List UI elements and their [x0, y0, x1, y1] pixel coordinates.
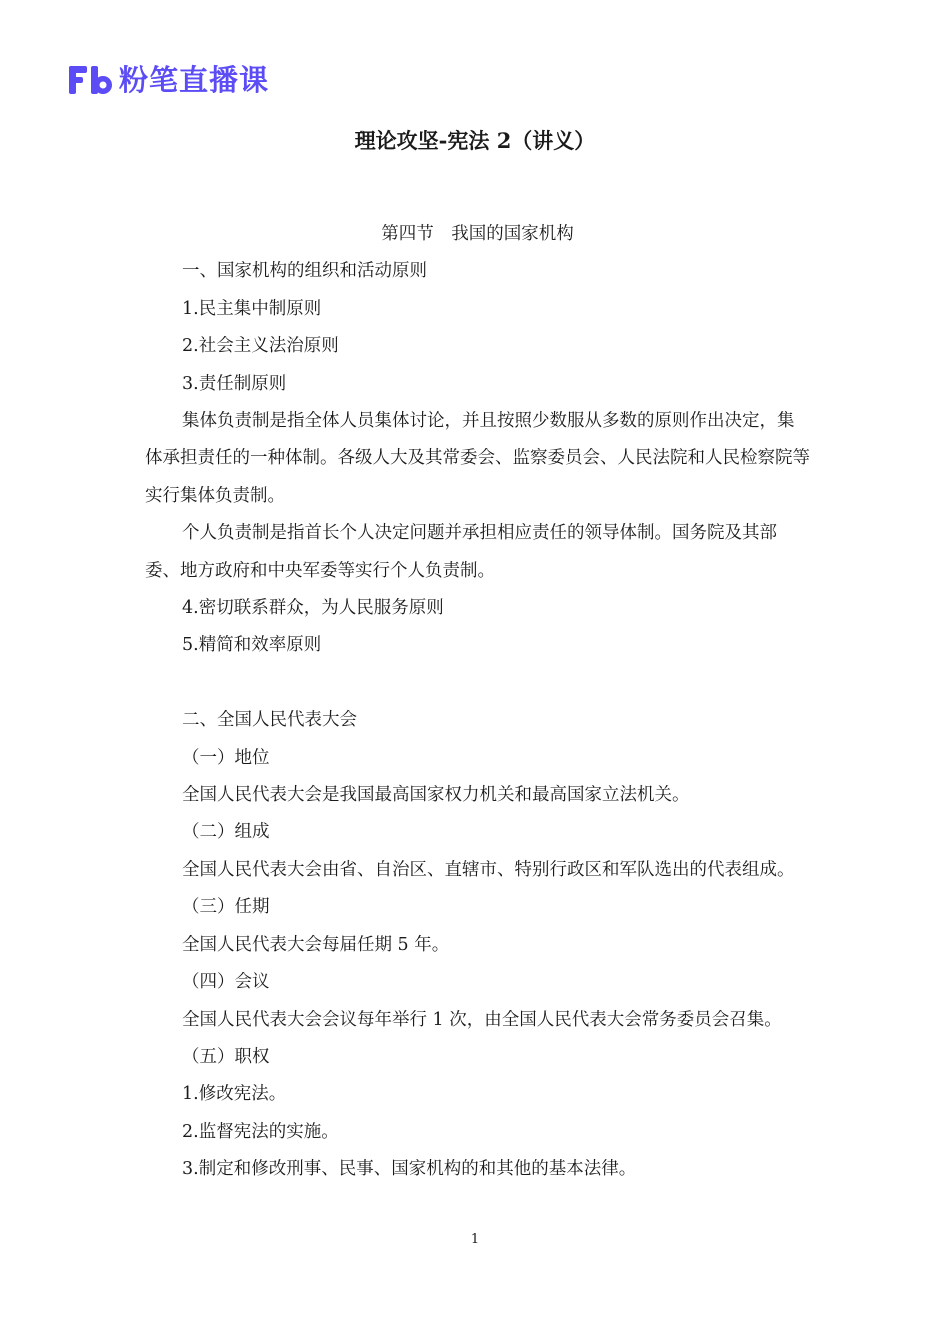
- list-item: 2.监督宪法的实施。: [182, 1121, 339, 1142]
- page-number: 1: [470, 1232, 480, 1247]
- list-item: 5.精简和效率原则: [182, 635, 322, 656]
- item-heading: （四）会议: [182, 972, 270, 993]
- body-paragraph: 集体负责制是指全体人员集体讨论，并且按照少数服从多数的原则作出决定，集体承担责任的一种体制。各级人大及其常委会、监察委员会、人民法院和人民检察院等实行集体负责制。: [145, 411, 810, 506]
- body-paragraph: 全国人民代表大会是我国最高国家权力机关和最高国家立法机关。: [182, 785, 690, 806]
- list-item: 1.民主集中制原则: [182, 298, 322, 319]
- list-item: 2.社会主义法治原则: [182, 336, 339, 357]
- fb-logo-icon: [67, 63, 115, 97]
- subsection-heading: 一、国家机构的组织和活动原则: [182, 261, 427, 282]
- item-heading: （二）组成: [182, 822, 270, 843]
- body-paragraph: 个人负责制是指首长个人决定问题并承担相应责任的领导体制。国务院及其部委、地方政府和中央军委等实行个人负责制。: [145, 523, 777, 581]
- list-item: 4.密切联系群众，为人民服务原则: [182, 598, 444, 619]
- list-item: 3.责任制原则: [182, 373, 287, 394]
- document-body: [145, 216, 810, 1189]
- item-heading: （一）地位: [182, 747, 270, 768]
- subsection-heading: 二、全国人民代表大会: [182, 710, 357, 731]
- spacer: [145, 665, 810, 702]
- document-title: 理论攻坚-宪法 2（讲义）: [354, 128, 596, 153]
- list-item: 3.制定和修改刑事、民事、国家机构的和其他的基本法律。: [182, 1159, 637, 1180]
- brand-name: 粉笔直播课: [119, 63, 270, 97]
- body-paragraph: 全国人民代表大会每届任期 5 年。: [182, 934, 450, 955]
- item-heading: （三）任期: [182, 897, 270, 918]
- body-paragraph: 全国人民代表大会由省、自治区、直辖市、特别行政区和军队选出的代表组成。: [182, 859, 795, 880]
- section-heading: 第四节 我国的国家机构: [381, 224, 574, 244]
- item-heading: （五）职权: [182, 1046, 270, 1067]
- list-item: 1.修改宪法。: [182, 1084, 287, 1105]
- brand-logo: [67, 62, 269, 98]
- body-paragraph: 全国人民代表大会会议每年举行 1 次，由全国人民代表大会常务委员会召集。: [182, 1009, 782, 1030]
